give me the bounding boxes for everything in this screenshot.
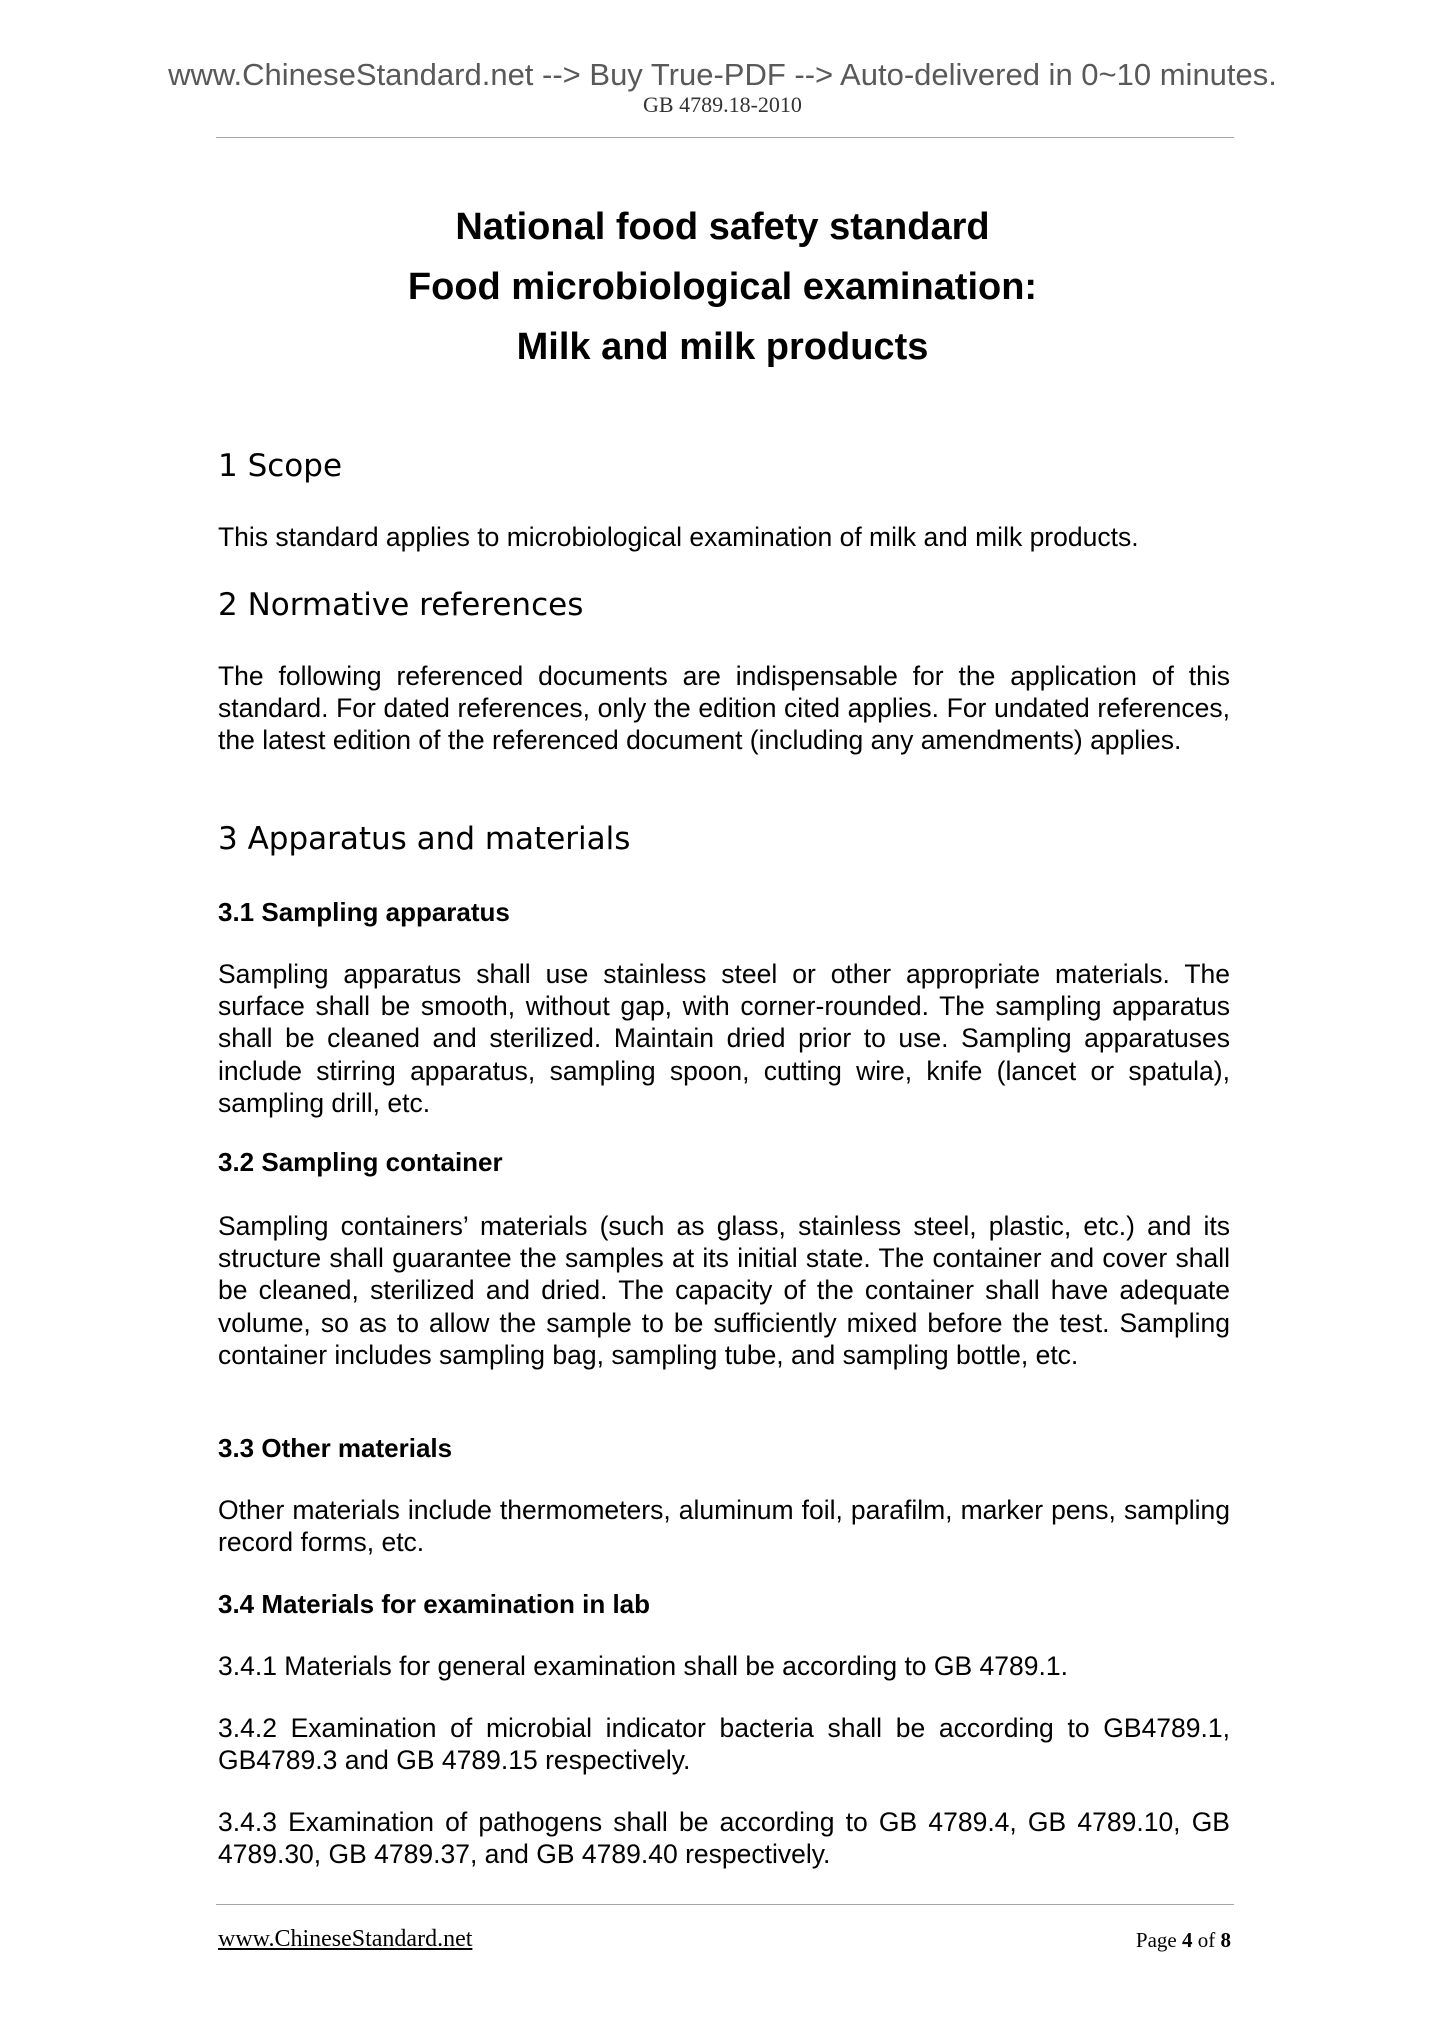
section-3-4-3-text: 3.4.3 Examination of pathogens shall be according to GB 4789.4, GB 4789.10, GB 4789.30, GB 4789.37, and GB 4789.40 respectively. bbox=[218, 1807, 1230, 1870]
standard-code: GB 4789.18-2010 bbox=[643, 92, 802, 117]
section-1-text: This standard applies to microbiological examination of milk and milk products. bbox=[218, 522, 1139, 552]
document-title-line2: Food microbiological examination: bbox=[407, 266, 1038, 308]
section-2-text: The following referenced documents are indispensable for the application of this standard. For dated references, only the edition cited applies. For undated references, the latest edition of the referenced document (including any amendments) applies. bbox=[218, 661, 1230, 756]
page-number bbox=[1136, 1926, 1231, 1954]
document-title-line3: Milk and milk products bbox=[516, 326, 929, 368]
section-3-3-text: Other materials include thermometers, aluminum foil, parafilm, marker pens, sampling record forms, etc. bbox=[218, 1495, 1230, 1558]
section-3-4-2-text: 3.4.2 Examination of microbial indicator bacteria shall be according to GB4789.1, GB4789.3 and GB 4789.15 respectively. bbox=[218, 1713, 1230, 1776]
page-total: 8 bbox=[1220, 1928, 1231, 1952]
section-3-4-1-text: 3.4.1 Materials for general examination shall be according to GB 4789.1. bbox=[218, 1651, 1068, 1681]
page-prefix: Page bbox=[1135, 1928, 1177, 1952]
page-current: 4 bbox=[1182, 1928, 1193, 1952]
section-3-2-text: Sampling containers’ materials (such as glass, stainless steel, plastic, etc.) and its structure shall guarantee the samples at its initial state. The container and cover shall be cleaned, sterilized and dried. The capacity of the container shall have adequate volume, so as to allow the sample to be sufficiently mixed before the test. Sampling container includes sampling bag, sampling tube, and sampling bottle, etc. bbox=[218, 1211, 1230, 1370]
section-3-1-text: Sampling apparatus shall use stainless steel or other appropriate materials. The surface shall be smooth, without gap, with corner-rounded. The sampling apparatus shall be cleaned and sterilized. Maintain dried prior to use. Sampling apparatuses include stirring apparatus, sampling spoon, cutting wire, knife (lancet or spatula), sampling drill, etc. bbox=[218, 959, 1230, 1118]
section-3-2-heading: 3.2 Sampling container bbox=[218, 1147, 503, 1177]
header-banner: www.ChineseStandard.net --> Buy True-PDF --> Auto-delivered in 0~10 minutes. bbox=[168, 57, 1277, 92]
page-of: of bbox=[1197, 1928, 1216, 1952]
section-3-4-heading: 3.4 Materials for examination in lab bbox=[218, 1589, 651, 1619]
section-2-heading: 2 Normative references bbox=[218, 587, 584, 623]
section-3-heading: 3 Apparatus and materials bbox=[218, 821, 631, 857]
header-divider bbox=[216, 137, 1234, 138]
footer-divider bbox=[216, 1904, 1234, 1905]
section-3-3-heading: 3.3 Other materials bbox=[218, 1433, 453, 1463]
section-3-1-heading: 3.1 Sampling apparatus bbox=[218, 897, 510, 927]
section-1-heading: 1 Scope bbox=[218, 448, 343, 484]
footer-site-link[interactable]: www.ChineseStandard.net bbox=[218, 1926, 473, 1952]
document-title-line1: National food safety standard bbox=[455, 206, 990, 248]
